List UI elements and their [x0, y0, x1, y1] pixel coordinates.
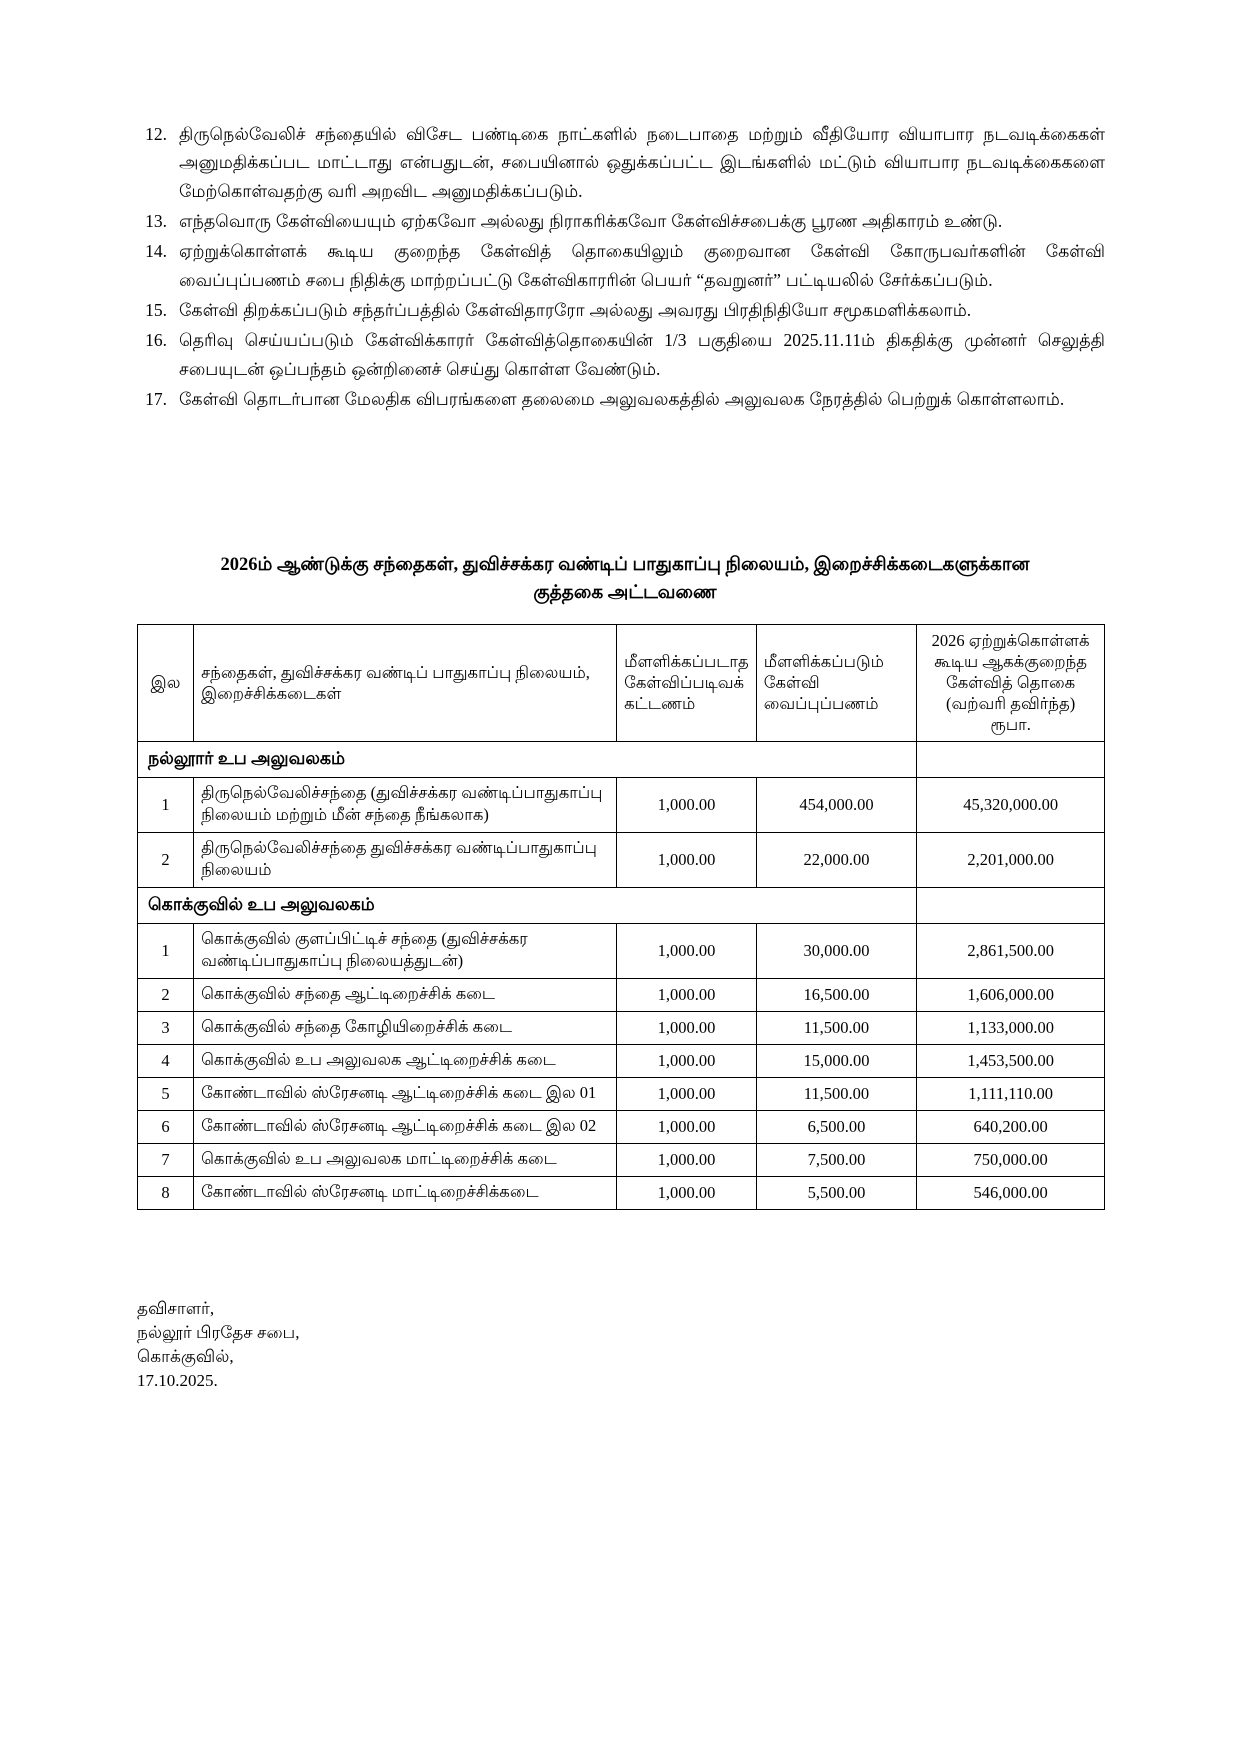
- row-name: திருநெல்வேலிச்சந்தை (துவிச்சக்கர வண்டிப்பாதுகாப்பு நிலையம் மற்றும் மீன் சந்தை நீங்கலாக): [194, 777, 617, 832]
- section-blank-cell: [917, 887, 1105, 923]
- row-fee: 1,000.00: [617, 1044, 757, 1077]
- row-deposit: 15,000.00: [756, 1044, 917, 1077]
- row-deposit: 7,500.00: [756, 1143, 917, 1176]
- table-header: [138, 625, 1105, 742]
- table-header-row: [138, 625, 1105, 742]
- table-row: [138, 1077, 1105, 1110]
- row-deposit: 5,500.00: [756, 1176, 917, 1209]
- header-cell-deposit: மீளளிக்கப்படும் கேள்வி வைப்புப்பணம்: [756, 625, 917, 742]
- table-row: [138, 1011, 1105, 1044]
- clause-item: [137, 296, 1105, 324]
- row-minimum: 546,000.00: [917, 1176, 1105, 1209]
- row-minimum: 1,133,000.00: [917, 1011, 1105, 1044]
- clause-item: [137, 237, 1105, 294]
- row-no: 1: [138, 777, 194, 832]
- section-label: நல்லூார் உப அலுவலகம்: [138, 741, 917, 777]
- clause-number: 16.: [145, 330, 167, 351]
- header-cell-minimum: 2026 ஏற்றுக்கொள்ளக் கூடிய ஆகக்குறைந்த கேள்வித் தொகை (வற்வரி தவிர்ந்த) ரூபா.: [917, 625, 1105, 742]
- row-no: 1: [138, 923, 194, 978]
- row-deposit: 30,000.00: [756, 923, 917, 978]
- row-deposit: 454,000.00: [756, 777, 917, 832]
- table-row: [138, 923, 1105, 978]
- clause-text: ஏற்றுக்கொள்ளக் கூடிய குறைந்த கேள்வித் தொகையிலும் குறைவான கேள்வி கோருபவர்களின் கேள்வி வைப்புப்பணம் சபை நிதிக்கு மாற்றப்பட்டு கேள்விகாரரின் பெயர் “தவறுனர்” பட்டியலில் சேர்க்கப்படும்.: [179, 241, 1105, 290]
- row-minimum: 1,606,000.00: [917, 978, 1105, 1011]
- section-blank-cell: [917, 741, 1105, 777]
- section-label: கொக்குவில் உப அலுவலகம்: [138, 887, 917, 923]
- table-title-line-2: குத்தகை அட்டவணை: [533, 582, 717, 603]
- clause-number: 13.: [145, 211, 167, 232]
- clause-text: எந்தவொரு கேள்வியையும் ஏற்கவோ அல்லது நிராகரிக்கவோ கேள்விச்சபைக்கு பூரண அதிகாரம் உண்டு.: [179, 211, 1003, 232]
- row-minimum: 1,111,110.00: [917, 1077, 1105, 1110]
- row-fee: 1,000.00: [617, 1143, 757, 1176]
- row-no: 2: [138, 832, 194, 887]
- section-header-row: [138, 887, 1105, 923]
- clause-number: 14.: [145, 241, 167, 262]
- row-fee: 1,000.00: [617, 777, 757, 832]
- row-minimum: 640,200.00: [917, 1110, 1105, 1143]
- header-cell-fee: மீளளிக்கப்படாத கேள்விப்படிவக் கட்டணம்: [617, 625, 757, 742]
- row-fee: 1,000.00: [617, 1176, 757, 1209]
- row-name: கோண்டாவில் ஸ்ரேசனடி ஆட்டிறைச்சிக் கடை இல 01: [194, 1077, 617, 1110]
- table-body: [138, 741, 1105, 1209]
- signatory-title: தவிசாளர்,: [137, 1299, 215, 1318]
- clause-item: [137, 207, 1105, 235]
- row-name: கொக்குவில் சந்தை கோழியிறைச்சிக் கடை: [194, 1011, 617, 1044]
- row-no: 8: [138, 1176, 194, 1209]
- clause-list: [137, 120, 1105, 415]
- table-row: [138, 832, 1105, 887]
- row-name: திருநெல்வேலிச்சந்தை துவிச்சக்கர வண்டிப்பாதுகாப்பு நிலையம்: [194, 832, 617, 887]
- lease-schedule-table: [137, 624, 1105, 1210]
- row-fee: 1,000.00: [617, 923, 757, 978]
- row-no: 5: [138, 1077, 194, 1110]
- clause-text: தெரிவு செய்யப்படும் கேள்விக்காரர் கேள்வித்தொகையின் 1/3 பகுதியை 2025.11.11ம் திகதிக்கு முன்னர் செலுத்தி சபையுடன் ஒப்பந்தம் ஒன்றினைச் செய்து கொள்ள வேண்டும்.: [179, 330, 1105, 379]
- row-minimum: 750,000.00: [917, 1143, 1105, 1176]
- clause-item: [137, 120, 1105, 205]
- row-fee: 1,000.00: [617, 832, 757, 887]
- signature-block: [137, 1297, 299, 1394]
- clause-number: 15.: [145, 300, 167, 321]
- row-fee: 1,000.00: [617, 1011, 757, 1044]
- row-name: கொக்குவில் சந்தை ஆட்டிறைச்சிக் கடை: [194, 978, 617, 1011]
- row-deposit: 16,500.00: [756, 978, 917, 1011]
- row-fee: 1,000.00: [617, 1110, 757, 1143]
- clause-text: திருநெல்வேலிச் சந்தையில் விசேட பண்டிகை நாட்களில் நடைபாதை மற்றும் வீதியோர வியாபார நடவடிக்கைகள் அனுமதிக்கப்பட மாட்டாது என்பதுடன், சபையினால் ஒதுக்கப்பட்ட இடங்களில் மட்டும் வியாபார நடவடிக்கைகளை மேற்கொள்வதற்கு வரி அறவிட அனுமதிக்கப்படும்.: [179, 124, 1105, 201]
- row-minimum: 45,320,000.00: [917, 777, 1105, 832]
- row-minimum: 1,453,500.00: [917, 1044, 1105, 1077]
- clause-number: 17.: [145, 389, 167, 410]
- row-deposit: 11,500.00: [756, 1011, 917, 1044]
- row-fee: 1,000.00: [617, 978, 757, 1011]
- row-name: கோண்டாவில் ஸ்ரேசனடி மாட்டிறைச்சிக்கடை: [194, 1176, 617, 1209]
- row-minimum: 2,861,500.00: [917, 923, 1105, 978]
- signatory-location: கொக்குவில்,: [137, 1347, 234, 1367]
- table-title: [160, 552, 1090, 608]
- signatory-organisation: நல்லூர் பிரதேச சபை,: [137, 1323, 300, 1343]
- clause-text: கேள்வி திறக்கப்படும் சந்தர்ப்பத்தில் கேள்விதாரரோ அல்லது அவரது பிரதிநிதியோ சமூகமளிக்கலாம்.: [179, 300, 972, 321]
- section-header-row: [138, 741, 1105, 777]
- row-deposit: 6,500.00: [756, 1110, 917, 1143]
- table-title-line-1: 2026ம் ஆண்டுக்கு சந்தைகள், துவிச்சக்கர வண்டிப் பாதுகாப்பு நிலையம், இறைச்சிக்கடைகளுக்கான: [220, 555, 1030, 575]
- row-no: 3: [138, 1011, 194, 1044]
- row-name: கொக்குவில் உப அலுவலக மாட்டிறைச்சிக் கடை: [194, 1143, 617, 1176]
- row-name: கொக்குவில் உப அலுவலக ஆட்டிறைச்சிக் கடை: [194, 1044, 617, 1077]
- header-cell-no: இல: [138, 625, 194, 742]
- table-row: [138, 1044, 1105, 1077]
- row-no: 7: [138, 1143, 194, 1176]
- header-cell-name: சந்தைகள், துவிச்சக்கர வண்டிப் பாதுகாப்பு நிலையம், இறைச்சிக்கடைகள்: [194, 625, 617, 742]
- clause-item: [137, 326, 1105, 383]
- row-fee: 1,000.00: [617, 1077, 757, 1110]
- signatory-date: 17.10.2025.: [137, 1371, 218, 1391]
- row-deposit: 22,000.00: [756, 832, 917, 887]
- clause-number: 12.: [145, 124, 167, 144]
- row-no: 6: [138, 1110, 194, 1143]
- clause-item: [137, 385, 1105, 413]
- table-row: [138, 1176, 1105, 1209]
- row-name: கொக்குவில் குளப்பிட்டிச் சந்தை (துவிச்சக்கர வண்டிப்பாதுகாப்பு நிலையத்துடன்): [194, 923, 617, 978]
- table-row: [138, 1143, 1105, 1176]
- clause-text: கேள்வி தொடர்பான மேலதிக விபரங்களை தலைமை அலுவலகத்தில் அலுவலக நேரத்தில் பெற்றுக் கொள்ளலாம்.: [179, 389, 1065, 410]
- row-no: 2: [138, 978, 194, 1011]
- table-row: [138, 978, 1105, 1011]
- row-minimum: 2,201,000.00: [917, 832, 1105, 887]
- row-no: 4: [138, 1044, 194, 1077]
- row-name: கோண்டாவில் ஸ்ரேசனடி ஆட்டிறைச்சிக் கடை இல 02: [194, 1110, 617, 1143]
- row-deposit: 11,500.00: [756, 1077, 917, 1110]
- table-row: [138, 777, 1105, 832]
- table-row: [138, 1110, 1105, 1143]
